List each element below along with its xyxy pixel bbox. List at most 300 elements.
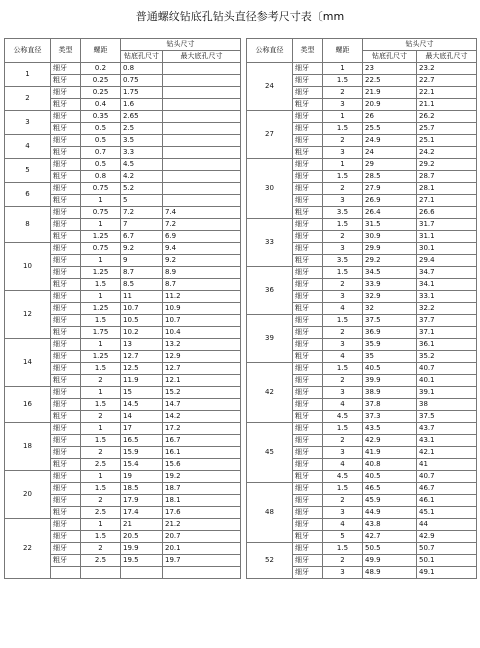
drill-hole-size-cell: 17.4	[121, 507, 163, 519]
pitch-cell: 4	[323, 399, 363, 411]
pitch-cell	[81, 567, 121, 579]
thread-type-cell: 细牙	[293, 327, 323, 339]
thread-type-cell: 粗牙	[51, 231, 81, 243]
max-hole-size-cell: 37.7	[417, 315, 477, 327]
thread-type-cell: 细牙	[51, 495, 81, 507]
table-row	[247, 543, 477, 555]
thread-type-cell: 细牙	[51, 531, 81, 543]
table-row	[5, 63, 241, 75]
max-hole-size-cell: 46.7	[417, 483, 477, 495]
drill-size-table-right	[246, 38, 477, 579]
max-hole-size-cell: 17.6	[163, 507, 241, 519]
thread-type-cell: 细牙	[51, 303, 81, 315]
max-hole-size-cell: 38	[417, 399, 477, 411]
thread-type-cell: 粗牙	[51, 375, 81, 387]
nominal-diameter-cell: 4	[5, 135, 51, 159]
pitch-cell: 1	[81, 255, 121, 267]
max-hole-size-cell: 24.2	[417, 147, 477, 159]
pitch-cell: 4	[323, 519, 363, 531]
table-row	[5, 423, 241, 435]
drill-hole-size-cell: 12.7	[121, 351, 163, 363]
thread-type-cell: 细牙	[293, 495, 323, 507]
pitch-cell: 1.5	[323, 219, 363, 231]
drill-hole-size-cell: 19	[121, 471, 163, 483]
max-hole-size-cell: 8.9	[163, 267, 241, 279]
max-hole-size-cell: 34.7	[417, 267, 477, 279]
table-row	[247, 219, 477, 231]
thread-type-cell: 细牙	[293, 399, 323, 411]
nominal-diameter-cell: 22	[5, 519, 51, 579]
table-row	[5, 111, 241, 123]
thread-type-cell: 细牙	[293, 111, 323, 123]
thread-type-cell: 细牙	[51, 387, 81, 399]
thread-type-cell: 细牙	[293, 555, 323, 567]
max-hole-size-cell: 30.1	[417, 243, 477, 255]
pitch-cell: 2	[323, 327, 363, 339]
drill-hole-size-cell: 49.9	[363, 555, 417, 567]
pitch-cell: 2	[81, 411, 121, 423]
pitch-cell: 0.35	[81, 111, 121, 123]
thread-type-cell: 细牙	[293, 291, 323, 303]
thread-type-cell: 细牙	[293, 315, 323, 327]
pitch-cell: 1.5	[323, 75, 363, 87]
thread-type-cell: 粗牙	[51, 279, 81, 291]
max-hole-size-cell: 35.2	[417, 351, 477, 363]
drill-hole-size-cell: 10.2	[121, 327, 163, 339]
pitch-cell: 1	[323, 111, 363, 123]
drill-hole-size-cell	[121, 567, 163, 579]
nominal-diameter-cell: 24	[247, 63, 293, 111]
thread-type-cell: 细牙	[51, 255, 81, 267]
drill-hole-size-cell: 42.9	[363, 435, 417, 447]
col-header-drill: 钻头尺寸	[363, 39, 477, 51]
pitch-cell: 2	[81, 375, 121, 387]
pitch-cell: 4.5	[323, 411, 363, 423]
drill-hole-size-cell: 20.9	[363, 99, 417, 111]
thread-type-cell: 粗牙	[51, 555, 81, 567]
thread-type-cell: 粗牙	[293, 207, 323, 219]
pitch-cell: 1.25	[81, 351, 121, 363]
pitch-cell: 1.5	[81, 315, 121, 327]
thread-type-cell: 粗牙	[293, 303, 323, 315]
max-hole-size-cell: 40.7	[417, 363, 477, 375]
pitch-cell: 2.5	[81, 459, 121, 471]
col-header-max-hole: 最大底孔尺寸	[163, 51, 241, 63]
drill-hole-size-cell: 43.8	[363, 519, 417, 531]
pitch-cell: 1.25	[81, 231, 121, 243]
thread-type-cell: 细牙	[293, 423, 323, 435]
table-row	[247, 63, 477, 75]
pitch-cell: 0.25	[81, 75, 121, 87]
pitch-cell: 1.5	[323, 267, 363, 279]
pitch-cell: 1.5	[81, 483, 121, 495]
thread-type-cell: 细牙	[293, 195, 323, 207]
max-hole-size-cell: 44	[417, 519, 477, 531]
drill-hole-size-cell: 40.5	[363, 471, 417, 483]
pitch-cell: 0.75	[81, 207, 121, 219]
pitch-cell: 3.5	[323, 207, 363, 219]
drill-hole-size-cell: 17	[121, 423, 163, 435]
pitch-cell: 1.5	[323, 483, 363, 495]
max-hole-size-cell: 37.5	[417, 411, 477, 423]
max-hole-size-cell: 10.7	[163, 315, 241, 327]
pitch-cell: 1	[81, 471, 121, 483]
drill-hole-size-cell: 15.4	[121, 459, 163, 471]
thread-type-cell: 细牙	[293, 567, 323, 579]
thread-type-cell: 细牙	[51, 87, 81, 99]
nominal-diameter-cell: 30	[247, 159, 293, 219]
thread-type-cell: 细牙	[51, 399, 81, 411]
nominal-diameter-cell: 8	[5, 207, 51, 243]
pitch-cell: 1.5	[323, 123, 363, 135]
col-header-pitch: 螺距	[81, 39, 121, 63]
max-hole-size-cell: 31.7	[417, 219, 477, 231]
thread-type-cell: 细牙	[51, 315, 81, 327]
nominal-diameter-cell: 3	[5, 111, 51, 135]
thread-type-cell: 细牙	[293, 219, 323, 231]
drill-size-table-left	[4, 38, 241, 579]
thread-type-cell: 细牙	[51, 339, 81, 351]
nominal-diameter-cell: 6	[5, 183, 51, 207]
pitch-cell: 4	[323, 351, 363, 363]
drill-hole-size-cell: 14	[121, 411, 163, 423]
table-row	[5, 291, 241, 303]
nominal-diameter-cell: 36	[247, 267, 293, 315]
drill-hole-size-cell: 37.3	[363, 411, 417, 423]
thread-type-cell: 细牙	[293, 75, 323, 87]
thread-type-cell: 细牙	[293, 135, 323, 147]
max-hole-size-cell: 25.7	[417, 123, 477, 135]
max-hole-size-cell: 18.7	[163, 483, 241, 495]
drill-hole-size-cell: 11.9	[121, 375, 163, 387]
thread-type-cell: 粗牙	[51, 171, 81, 183]
pitch-cell: 1	[81, 387, 121, 399]
drill-hole-size-cell: 21	[121, 519, 163, 531]
pitch-cell: 1.75	[81, 327, 121, 339]
thread-type-cell: 细牙	[51, 135, 81, 147]
col-header-type: 类型	[293, 39, 323, 63]
drill-hole-size-cell: 20.5	[121, 531, 163, 543]
thread-type-cell: 细牙	[51, 363, 81, 375]
pitch-cell: 2	[323, 279, 363, 291]
pitch-cell: 2	[323, 135, 363, 147]
pitch-cell: 1.5	[323, 315, 363, 327]
max-hole-size-cell: 37.1	[417, 327, 477, 339]
thread-type-cell: 细牙	[51, 243, 81, 255]
drill-hole-size-cell: 32	[363, 303, 417, 315]
pitch-cell: 0.5	[81, 135, 121, 147]
pitch-cell: 0.8	[81, 171, 121, 183]
table-row	[5, 135, 241, 147]
thread-type-cell: 细牙	[51, 111, 81, 123]
max-hole-size-cell: 34.1	[417, 279, 477, 291]
drill-hole-size-cell: 29.9	[363, 243, 417, 255]
col-header-type: 类型	[51, 39, 81, 63]
pitch-cell: 4.5	[323, 471, 363, 483]
thread-type-cell	[51, 567, 81, 579]
table-row	[5, 87, 241, 99]
max-hole-size-cell: 7.4	[163, 207, 241, 219]
drill-hole-size-cell: 14.5	[121, 399, 163, 411]
drill-hole-size-cell: 42.7	[363, 531, 417, 543]
thread-type-cell: 细牙	[51, 423, 81, 435]
drill-hole-size-cell: 37.5	[363, 315, 417, 327]
max-hole-size-cell: 10.9	[163, 303, 241, 315]
max-hole-size-cell	[163, 75, 241, 87]
max-hole-size-cell: 11.2	[163, 291, 241, 303]
pitch-cell: 0.5	[81, 159, 121, 171]
drill-hole-size-cell: 12.5	[121, 363, 163, 375]
thread-type-cell: 细牙	[293, 507, 323, 519]
drill-hole-size-cell: 19.5	[121, 555, 163, 567]
drill-hole-size-cell: 5	[121, 195, 163, 207]
pitch-cell: 3	[323, 507, 363, 519]
drill-hole-size-cell: 6.7	[121, 231, 163, 243]
drill-hole-size-cell: 23	[363, 63, 417, 75]
max-hole-size-cell: 23.2	[417, 63, 477, 75]
thread-type-cell: 粗牙	[293, 255, 323, 267]
max-hole-size-cell: 26.2	[417, 111, 477, 123]
max-hole-size-cell: 9.4	[163, 243, 241, 255]
drill-hole-size-cell: 29	[363, 159, 417, 171]
pitch-cell: 3	[323, 195, 363, 207]
pitch-cell: 0.2	[81, 63, 121, 75]
max-hole-size-cell	[163, 87, 241, 99]
drill-hole-size-cell: 26.4	[363, 207, 417, 219]
nominal-diameter-cell: 18	[5, 423, 51, 471]
max-hole-size-cell: 14.7	[163, 399, 241, 411]
max-hole-size-cell: 32.2	[417, 303, 477, 315]
max-hole-size-cell: 28.1	[417, 183, 477, 195]
table-row	[5, 339, 241, 351]
pitch-cell: 5	[323, 531, 363, 543]
drill-hole-size-cell: 8.5	[121, 279, 163, 291]
max-hole-size-cell	[163, 111, 241, 123]
header-row	[5, 39, 241, 51]
table-row	[247, 315, 477, 327]
max-hole-size-cell: 45.1	[417, 507, 477, 519]
pitch-cell: 2	[323, 495, 363, 507]
max-hole-size-cell: 33.1	[417, 291, 477, 303]
thread-type-cell: 粗牙	[51, 147, 81, 159]
pitch-cell: 0.5	[81, 123, 121, 135]
drill-hole-size-cell: 30.9	[363, 231, 417, 243]
thread-type-cell: 细牙	[51, 351, 81, 363]
max-hole-size-cell: 31.1	[417, 231, 477, 243]
nominal-diameter-cell: 42	[247, 363, 293, 423]
drill-hole-size-cell: 39.9	[363, 375, 417, 387]
max-hole-size-cell: 42.1	[417, 447, 477, 459]
pitch-cell: 3	[323, 243, 363, 255]
table-row	[247, 111, 477, 123]
max-hole-size-cell: 16.1	[163, 447, 241, 459]
thread-type-cell: 粗牙	[293, 531, 323, 543]
drill-hole-size-cell: 32.9	[363, 291, 417, 303]
max-hole-size-cell: 10.4	[163, 327, 241, 339]
drill-hole-size-cell: 31.5	[363, 219, 417, 231]
table-row	[5, 159, 241, 171]
drill-hole-size-cell: 44.9	[363, 507, 417, 519]
thread-type-cell: 细牙	[51, 483, 81, 495]
drill-hole-size-cell: 18.5	[121, 483, 163, 495]
thread-type-cell: 细牙	[293, 387, 323, 399]
max-hole-size-cell: 6.9	[163, 231, 241, 243]
thread-type-cell: 细牙	[293, 339, 323, 351]
max-hole-size-cell: 22.7	[417, 75, 477, 87]
drill-hole-size-cell: 16.5	[121, 435, 163, 447]
pitch-cell: 1.5	[81, 279, 121, 291]
thread-type-cell: 细牙	[293, 231, 323, 243]
thread-type-cell: 细牙	[293, 123, 323, 135]
drill-hole-size-cell: 50.5	[363, 543, 417, 555]
drill-hole-size-cell: 28.5	[363, 171, 417, 183]
drill-hole-size-cell: 27.9	[363, 183, 417, 195]
drill-hole-size-cell: 0.8	[121, 63, 163, 75]
thread-type-cell: 细牙	[293, 87, 323, 99]
pitch-cell: 1.5	[81, 531, 121, 543]
drill-hole-size-cell: 15	[121, 387, 163, 399]
pitch-cell: 2	[81, 495, 121, 507]
nominal-diameter-cell: 16	[5, 387, 51, 423]
table-row	[5, 183, 241, 195]
thread-type-cell: 粗牙	[293, 471, 323, 483]
max-hole-size-cell: 9.2	[163, 255, 241, 267]
drill-hole-size-cell: 2.65	[121, 111, 163, 123]
max-hole-size-cell	[163, 567, 241, 579]
drill-hole-size-cell: 7.2	[121, 207, 163, 219]
drill-hole-size-cell: 2.5	[121, 123, 163, 135]
drill-hole-size-cell: 24.9	[363, 135, 417, 147]
thread-type-cell: 粗牙	[293, 411, 323, 423]
col-header-drill-hole: 钻底孔尺寸	[363, 51, 417, 63]
max-hole-size-cell: 36.1	[417, 339, 477, 351]
table-row	[247, 363, 477, 375]
pitch-cell: 1	[81, 291, 121, 303]
max-hole-size-cell	[163, 63, 241, 75]
thread-type-cell: 细牙	[293, 63, 323, 75]
max-hole-size-cell: 28.7	[417, 171, 477, 183]
nominal-diameter-cell: 1	[5, 63, 51, 87]
table-row	[247, 159, 477, 171]
nominal-diameter-cell: 52	[247, 543, 293, 579]
thread-type-cell: 细牙	[51, 219, 81, 231]
thread-type-cell: 细牙	[51, 435, 81, 447]
thread-type-cell: 细牙	[51, 447, 81, 459]
max-hole-size-cell: 15.2	[163, 387, 241, 399]
pitch-cell: 1	[323, 63, 363, 75]
max-hole-size-cell: 41	[417, 459, 477, 471]
drill-hole-size-cell: 37.8	[363, 399, 417, 411]
thread-type-cell: 细牙	[51, 471, 81, 483]
thread-type-cell: 细牙	[293, 363, 323, 375]
drill-hole-size-cell: 13	[121, 339, 163, 351]
thread-type-cell: 粗牙	[51, 459, 81, 471]
table-row	[5, 243, 241, 255]
pitch-cell: 1	[81, 339, 121, 351]
max-hole-size-cell: 42.9	[417, 531, 477, 543]
pitch-cell: 3	[323, 447, 363, 459]
col-header-max-hole: 最大底孔尺寸	[417, 51, 477, 63]
pitch-cell: 1.5	[323, 543, 363, 555]
thread-type-cell: 细牙	[293, 267, 323, 279]
drill-hole-size-cell: 34.5	[363, 267, 417, 279]
pitch-cell: 1	[81, 423, 121, 435]
max-hole-size-cell: 46.1	[417, 495, 477, 507]
max-hole-size-cell: 12.7	[163, 363, 241, 375]
pitch-cell: 3	[323, 567, 363, 579]
drill-hole-size-cell: 38.9	[363, 387, 417, 399]
pitch-cell: 2	[323, 183, 363, 195]
thread-type-cell: 粗牙	[51, 75, 81, 87]
thread-type-cell: 粗牙	[51, 507, 81, 519]
max-hole-size-cell: 19.7	[163, 555, 241, 567]
pitch-cell: 1.25	[81, 267, 121, 279]
max-hole-size-cell: 8.7	[163, 279, 241, 291]
max-hole-size-cell: 7.2	[163, 219, 241, 231]
table-row	[247, 267, 477, 279]
pitch-cell: 2.5	[81, 507, 121, 519]
max-hole-size-cell: 40.1	[417, 375, 477, 387]
drill-hole-size-cell: 15.9	[121, 447, 163, 459]
pitch-cell: 1.5	[81, 363, 121, 375]
drill-hole-size-cell: 10.7	[121, 303, 163, 315]
thread-type-cell: 细牙	[293, 435, 323, 447]
drill-hole-size-cell: 4.5	[121, 159, 163, 171]
table-row	[5, 207, 241, 219]
pitch-cell: 1.5	[323, 423, 363, 435]
thread-type-cell: 粗牙	[51, 327, 81, 339]
max-hole-size-cell: 43.1	[417, 435, 477, 447]
max-hole-size-cell: 29.2	[417, 159, 477, 171]
thread-type-cell: 细牙	[51, 183, 81, 195]
pitch-cell: 3	[323, 291, 363, 303]
max-hole-size-cell: 27.1	[417, 195, 477, 207]
table-row	[5, 519, 241, 531]
nominal-diameter-cell: 5	[5, 159, 51, 183]
table-row	[247, 423, 477, 435]
max-hole-size-cell: 21.1	[417, 99, 477, 111]
max-hole-size-cell	[163, 171, 241, 183]
drill-hole-size-cell: 41.9	[363, 447, 417, 459]
pitch-cell: 0.75	[81, 243, 121, 255]
drill-hole-size-cell: 24	[363, 147, 417, 159]
max-hole-size-cell	[163, 159, 241, 171]
nominal-diameter-cell: 12	[5, 291, 51, 339]
thread-type-cell: 细牙	[51, 267, 81, 279]
pitch-cell: 1.5	[323, 171, 363, 183]
max-hole-size-cell: 13.2	[163, 339, 241, 351]
thread-type-cell: 细牙	[51, 207, 81, 219]
col-header-nominal: 公称直径	[5, 39, 51, 63]
pitch-cell: 1	[81, 195, 121, 207]
drill-hole-size-cell: 7	[121, 219, 163, 231]
thread-type-cell: 细牙	[293, 171, 323, 183]
max-hole-size-cell: 14.2	[163, 411, 241, 423]
thread-type-cell: 细牙	[293, 279, 323, 291]
max-hole-size-cell: 15.6	[163, 459, 241, 471]
pitch-cell: 3	[323, 147, 363, 159]
max-hole-size-cell: 25.1	[417, 135, 477, 147]
max-hole-size-cell: 12.1	[163, 375, 241, 387]
thread-type-cell: 细牙	[293, 519, 323, 531]
pitch-cell: 4	[323, 303, 363, 315]
max-hole-size-cell	[163, 183, 241, 195]
thread-type-cell: 粗牙	[51, 411, 81, 423]
pitch-cell: 0.4	[81, 99, 121, 111]
pitch-cell: 2	[323, 231, 363, 243]
drill-hole-size-cell: 36.9	[363, 327, 417, 339]
max-hole-size-cell	[163, 123, 241, 135]
